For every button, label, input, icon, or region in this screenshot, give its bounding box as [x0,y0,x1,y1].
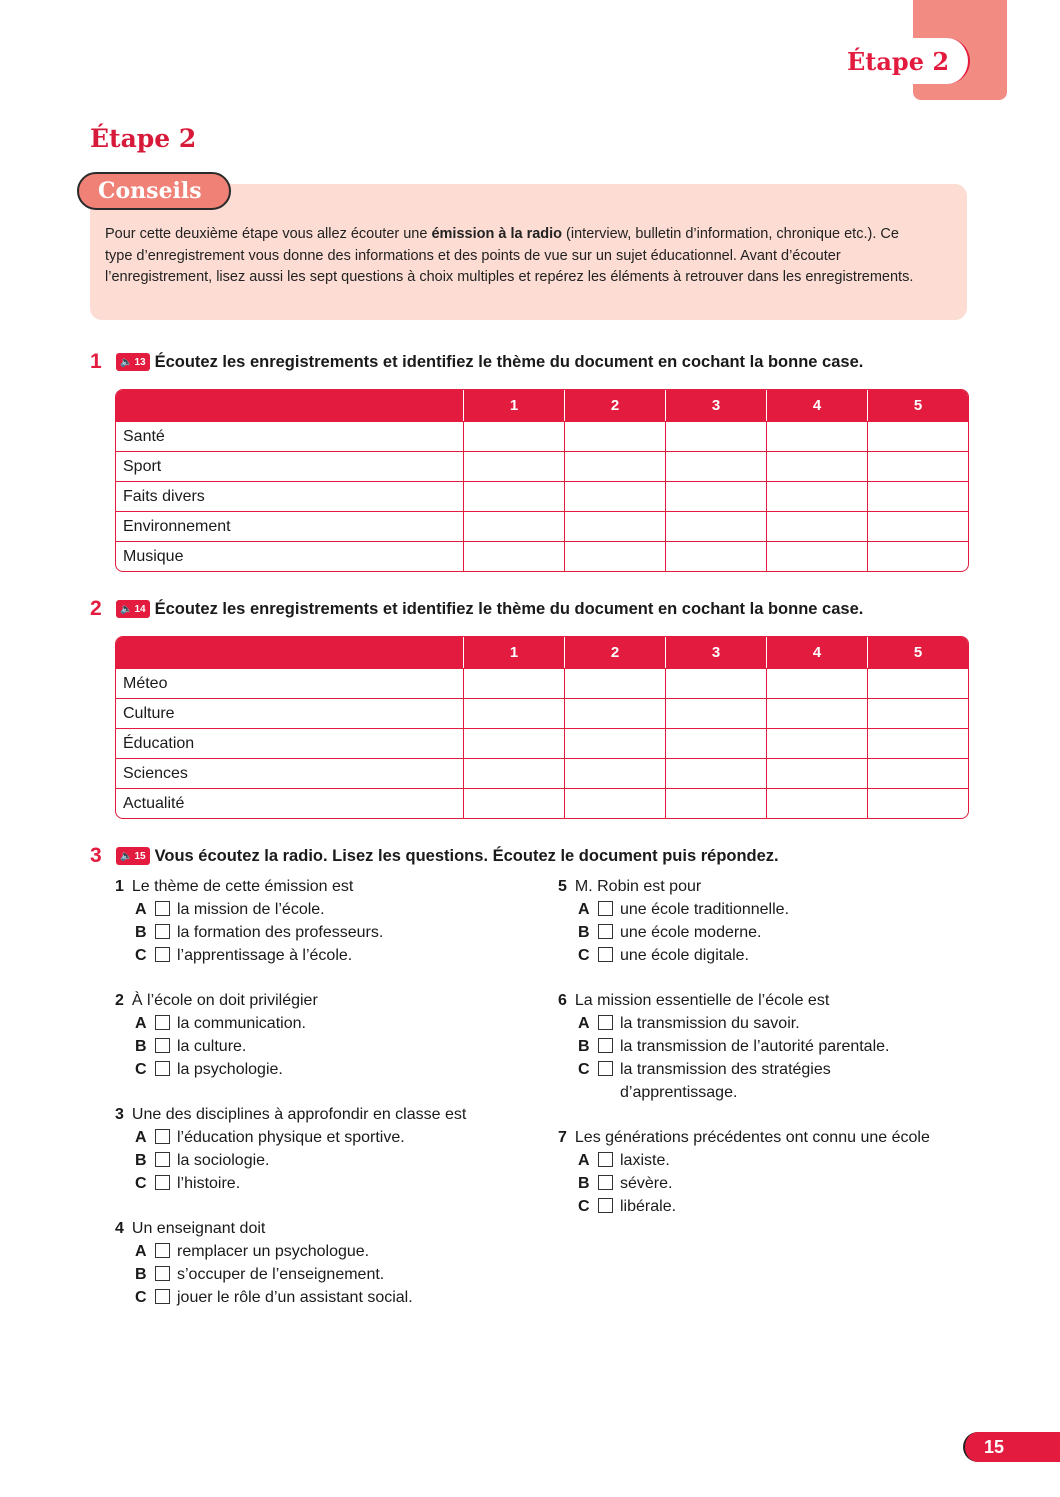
answer-option: C la transmission des stratégies d’apprentissage. [578,1061,831,1101]
answer-cell[interactable] [665,698,766,728]
audio-track-badge[interactable]: 🔈 13 [116,353,150,371]
theme-label: Sport [116,451,463,481]
answer-cell[interactable] [564,481,665,511]
answer-cell[interactable] [463,728,564,758]
table-row [116,728,968,758]
answer-cell[interactable] [564,788,665,818]
table-header-row: 1 2 3 4 5 [116,390,968,421]
answer-option: B la culture. [135,1038,247,1055]
answer-cell[interactable] [463,758,564,788]
table-row [116,451,968,481]
theme-label: Actualité [116,788,463,818]
answer-cell[interactable] [867,788,968,818]
answer-cell[interactable] [463,481,564,511]
table-row [116,788,968,818]
answer-cell[interactable] [564,728,665,758]
checkbox[interactable] [155,947,170,962]
table-row [116,668,968,698]
answer-cell[interactable] [867,668,968,698]
checkbox[interactable] [155,1175,170,1190]
table-row [116,421,968,451]
answer-option: A la mission de l’école. [135,901,325,918]
answer-cell[interactable] [766,668,867,698]
question-2 [115,989,555,1081]
answer-option: B la sociologie. [135,1152,270,1169]
conseils-badge: Conseils [77,172,231,210]
answer-cell[interactable] [766,481,867,511]
question-text: 6 La mission essentielle de l’école est [558,992,830,1009]
answer-cell[interactable] [463,451,564,481]
questions-left-column [115,875,555,1331]
answer-option: C la psychologie. [135,1061,283,1078]
answer-cell[interactable] [766,758,867,788]
answer-cell[interactable] [867,421,968,451]
page-number: 15 [963,1432,1060,1462]
answer-cell[interactable] [665,451,766,481]
answer-cell[interactable] [665,668,766,698]
checkbox[interactable] [598,1038,613,1053]
answer-cell[interactable] [564,541,665,571]
checkbox[interactable] [155,1266,170,1281]
checkbox[interactable] [155,1243,170,1258]
answer-option: C l’apprentissage à l’école. [135,947,353,964]
answer-cell[interactable] [463,698,564,728]
theme-label: Faits divers [116,481,463,511]
answer-cell[interactable] [463,421,564,451]
answer-option: B sévère. [578,1175,673,1192]
answer-cell[interactable] [665,541,766,571]
theme-table-1 [115,389,969,572]
speaker-icon: 🔈 [120,603,133,615]
answer-cell[interactable] [867,541,968,571]
etape-tab-label: Étape 2 [838,38,970,84]
answer-cell[interactable] [564,668,665,698]
answer-cell[interactable] [564,698,665,728]
theme-label: Santé [116,421,463,451]
theme-label: Culture [116,698,463,728]
table-row [116,481,968,511]
conseils-box: Pour cette deuxième étape vous allez écouter une émission à la radio (interview, bulletin d’information, chronique etc.). Ce type d’enregistrement vous donne des informations et des points de vue sur un sujet éducationnel. Avant d’écouter l’enregistrement, lisez aussi les sept questions à choix multiples et repérez les éléments à retrouver dans les enregistrements. [90,184,967,320]
checkbox[interactable] [155,901,170,916]
answer-cell[interactable] [766,451,867,481]
answer-cell[interactable] [463,511,564,541]
checkbox[interactable] [155,924,170,939]
answer-option: C libérale. [578,1198,677,1215]
theme-label: Sciences [116,758,463,788]
question-text: 4 Un enseignant doit [115,1220,266,1237]
answer-cell[interactable] [766,541,867,571]
answer-cell[interactable] [564,758,665,788]
answer-option: A remplacer un psychologue. [135,1243,370,1260]
answer-cell[interactable] [766,511,867,541]
checkbox[interactable] [155,1015,170,1030]
answer-option: A la communication. [135,1015,306,1032]
theme-label: Environnement [116,511,463,541]
answer-cell[interactable] [867,728,968,758]
answer-cell[interactable] [665,511,766,541]
answer-cell[interactable] [766,421,867,451]
question-text: 1 Le thème de cette émission est [115,878,354,895]
answer-cell[interactable] [665,788,766,818]
question-3 [115,1103,555,1195]
question-text: 3 Une des disciplines à approfondir en classe est [115,1106,467,1123]
audio-track-badge[interactable]: 🔈 15 [116,847,150,865]
answer-option: C jouer le rôle d’un assistant social. [135,1289,413,1306]
checkbox[interactable] [155,1038,170,1053]
answer-cell[interactable] [867,511,968,541]
speaker-icon: 🔈 [120,850,133,862]
question-text: 2 À l’école on doit privilégier [115,992,318,1009]
table-row [116,758,968,788]
checkbox[interactable] [155,1061,170,1076]
answer-cell[interactable] [867,451,968,481]
checkbox[interactable] [598,1015,613,1030]
table-header-row: 1 2 3 4 5 [116,637,968,668]
checkbox[interactable] [598,1061,613,1076]
answer-option: A l’éducation physique et sportive. [135,1129,405,1146]
question-text: 7 Les générations précédentes ont connu une école [558,1129,930,1146]
question-6 [558,989,998,1104]
questions-right-column [558,875,998,1240]
answer-cell[interactable] [867,698,968,728]
checkbox[interactable] [155,1289,170,1304]
table-row [116,541,968,571]
question-text: 5 M. Robin est pour [558,878,702,895]
answer-cell[interactable] [564,511,665,541]
exercise-2-heading: 2 🔈 14 Écoutez les enregistrements et identifiez le thème du document en cochant la bonne case. [90,597,864,620]
checkbox[interactable] [598,1198,613,1213]
checkbox[interactable] [155,1129,170,1144]
answer-cell[interactable] [564,451,665,481]
answer-option: B s’occuper de l’enseignement. [135,1266,385,1283]
question-1 [115,875,555,967]
exercise-1-heading: 1 🔈 13 Écoutez les enregistrements et identifiez le thème du document en cochant la bonne case. [90,350,864,373]
answer-cell[interactable] [665,481,766,511]
answer-option: A laxiste. [578,1152,670,1169]
question-4 [115,1217,555,1309]
exercise-3-heading: 3 🔈 15 Vous écoutez la radio. Lisez les questions. Écoutez le document puis répondez. [90,844,779,867]
theme-table-2 [115,636,969,819]
answer-cell[interactable] [665,758,766,788]
speaker-icon: 🔈 [120,356,133,368]
checkbox[interactable] [155,1152,170,1167]
answer-cell[interactable] [463,668,564,698]
table-row [116,698,968,728]
answer-cell[interactable] [867,481,968,511]
answer-cell[interactable] [665,728,766,758]
question-5 [558,875,998,967]
checkbox[interactable] [598,924,613,939]
answer-cell[interactable] [766,788,867,818]
answer-option: B la transmission de l’autorité parentale. [578,1038,890,1055]
theme-label: Éducation [116,728,463,758]
audio-track-badge[interactable]: 🔈 14 [116,600,150,618]
checkbox[interactable] [598,1152,613,1167]
question-7 [558,1126,998,1218]
answer-cell[interactable] [564,421,665,451]
checkbox[interactable] [598,901,613,916]
theme-label: Méteo [116,668,463,698]
answer-option: A une école traditionnelle. [578,901,790,918]
answer-option: B une école moderne. [578,924,762,941]
answer-option: A la transmission du savoir. [578,1015,800,1032]
answer-cell[interactable] [463,541,564,571]
answer-cell[interactable] [463,788,564,818]
answer-cell[interactable] [665,421,766,451]
checkbox[interactable] [598,1175,613,1190]
answer-option: B la formation des professeurs. [135,924,384,941]
answer-option: C l’histoire. [135,1175,241,1192]
checkbox[interactable] [598,947,613,962]
theme-label: Musique [116,541,463,571]
answer-option: C une école digitale. [578,947,749,964]
answer-cell[interactable] [766,698,867,728]
table-row [116,511,968,541]
page-title: Étape 2 [90,124,197,153]
answer-cell[interactable] [766,728,867,758]
answer-cell[interactable] [867,758,968,788]
